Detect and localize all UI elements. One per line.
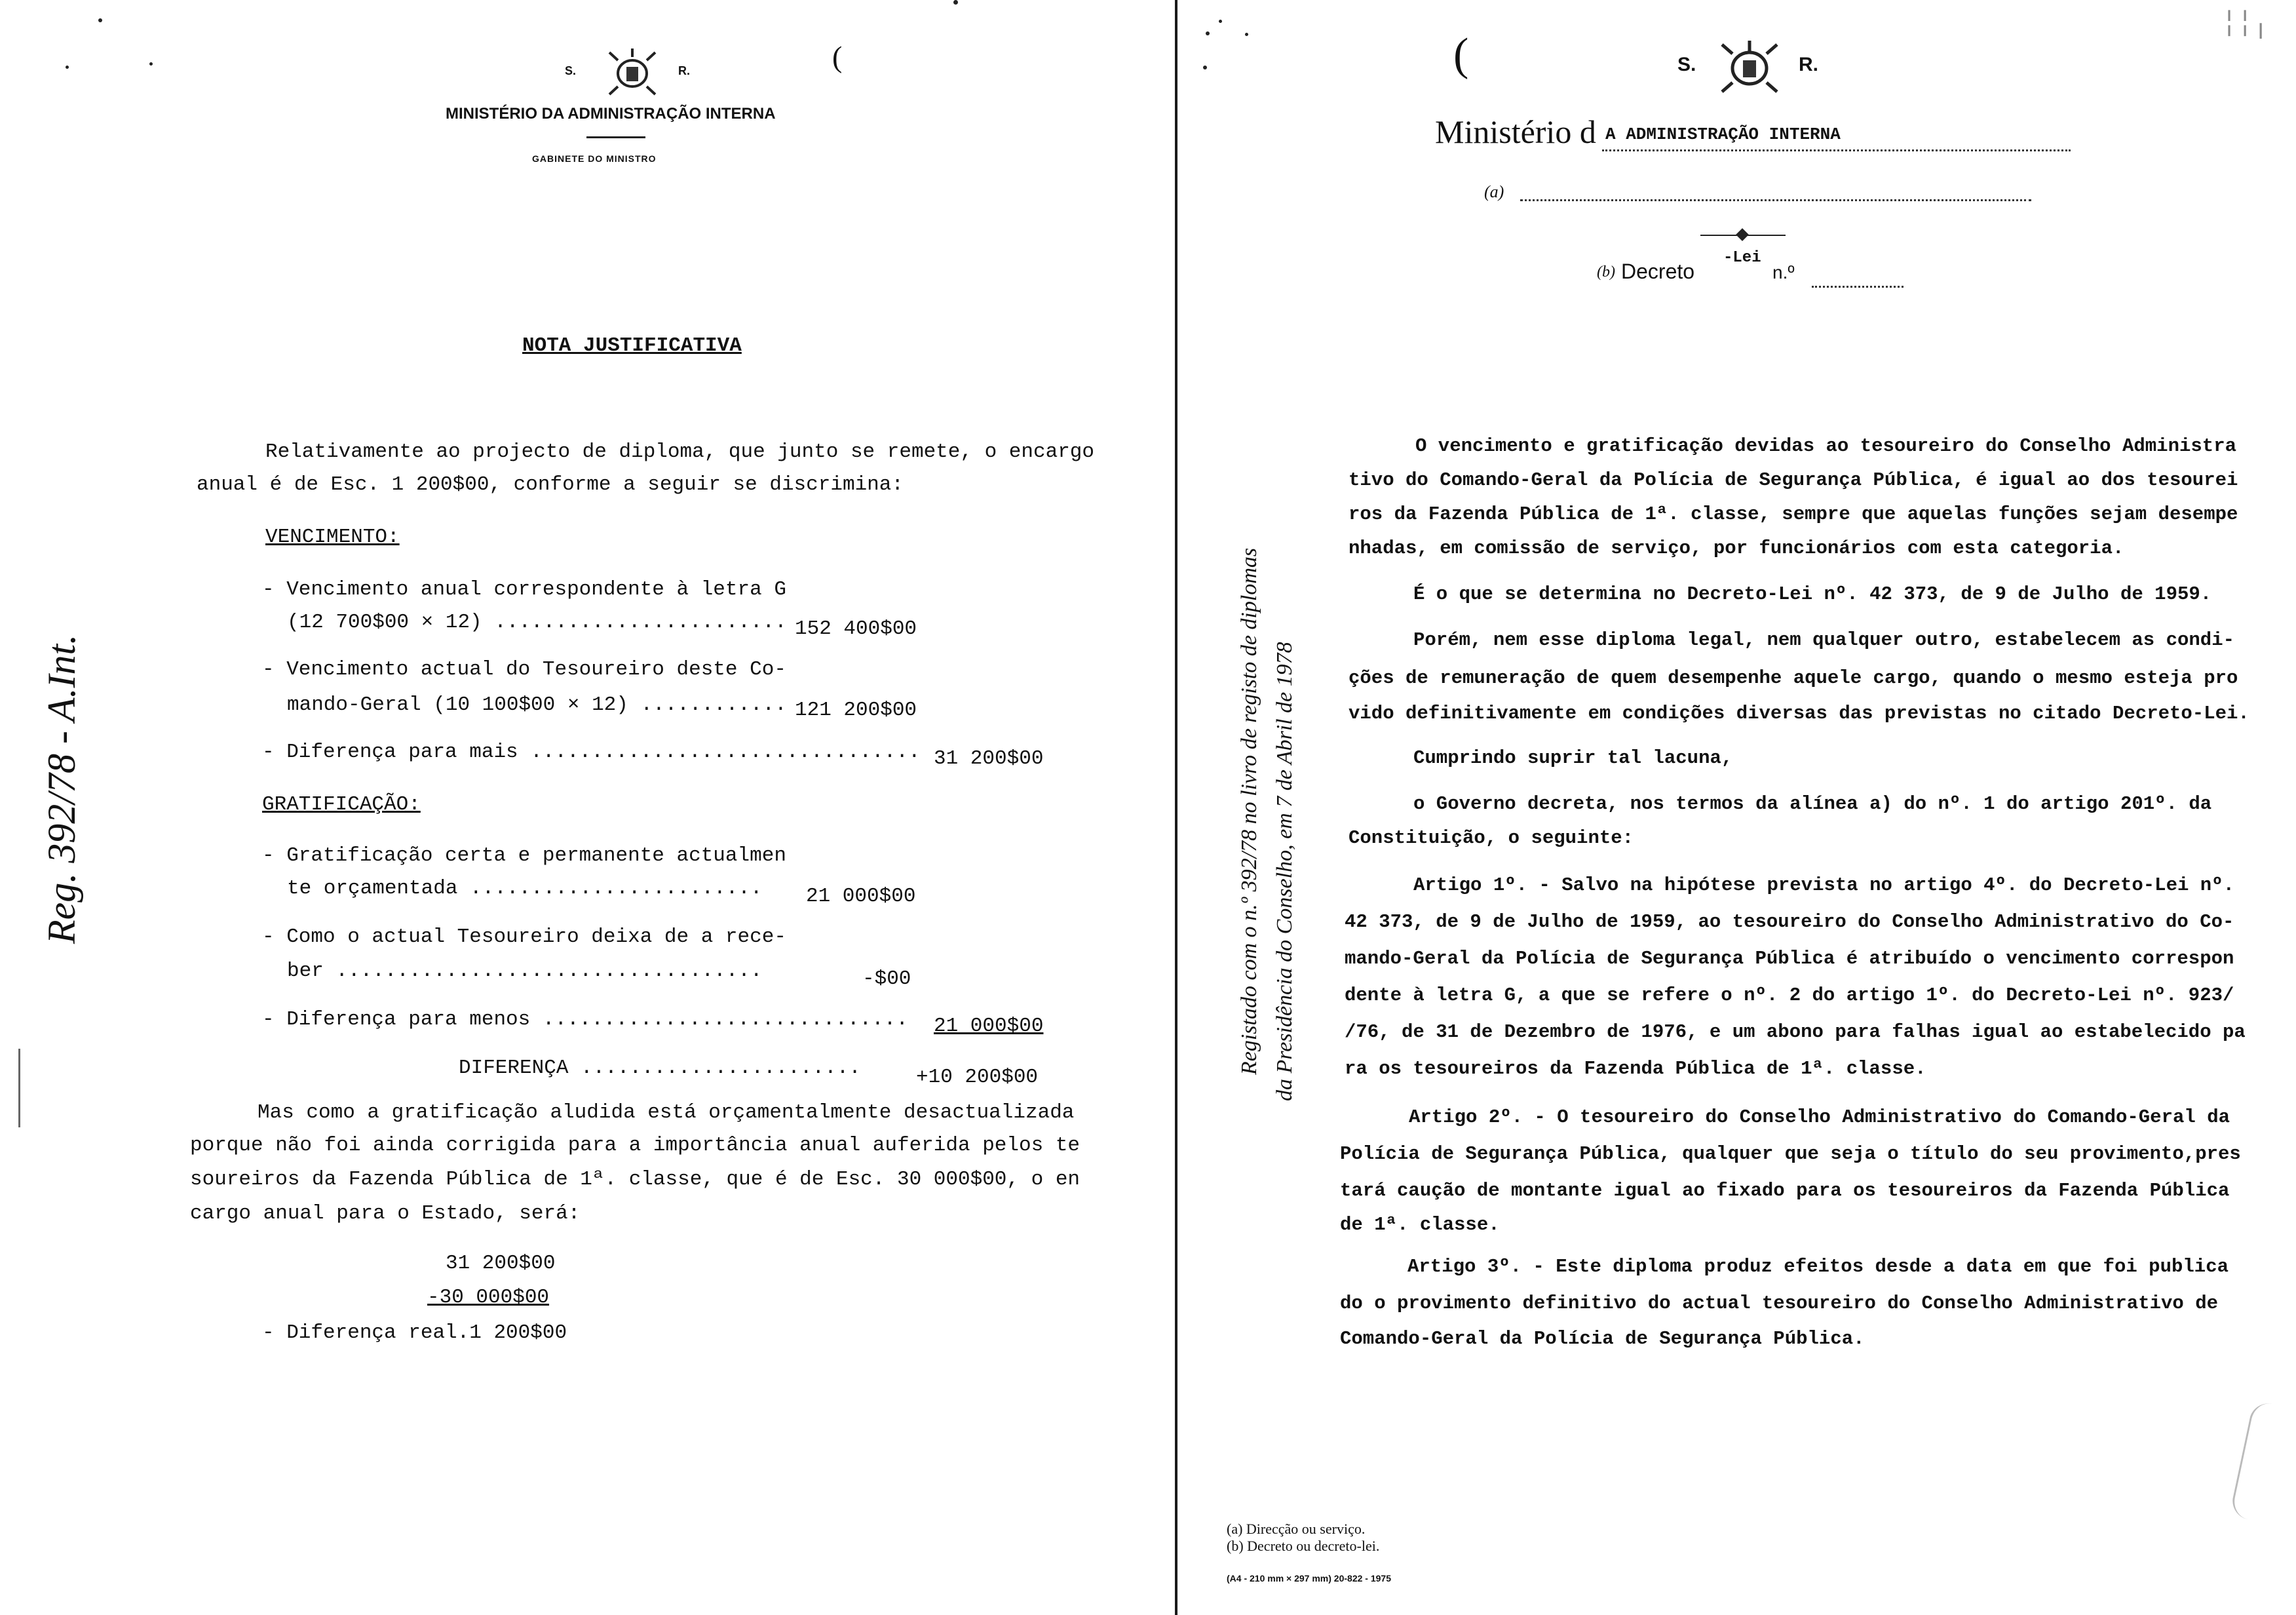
p2-line: É o que se determina no Decreto-Lei nº. 42 373, de 9 de Julho de 1959. (1413, 583, 2212, 605)
footnote-b-label: (b) (1597, 263, 1615, 281)
p1-line-1: O vencimento e gratificação devidas ao tesoureiro do Conselho Administra (1415, 435, 2237, 457)
header-s-right: S. (1677, 54, 1696, 75)
page-title: NOTA JUSTIFICATIVA (522, 334, 742, 357)
registry-stamp-line-1: Registado com o n.º 392/78 no livro de registo de diplomas (1237, 547, 1261, 1075)
para-line-4: cargo anual para o Estado, será: (190, 1202, 581, 1225)
v3-amount: 31 200$00 (934, 747, 1044, 770)
art1-line-4: dente à letra G, a que se refere o nº. 2 do artigo 1º. do Decreto-Lei nº. 923/ (1345, 984, 2234, 1006)
right-page (1179, 0, 2296, 1615)
decreto-label: Decreto (1621, 260, 1695, 283)
handwritten-registry-note: Reg. 392/78 - A.Int. (40, 634, 83, 944)
p1-line-2: tivo do Comando-Geral da Polícia de Segurança Pública, é igual ao dos tesourei (1349, 469, 2238, 491)
art2-line-3: tará caução de montante igual ao fixado para os tesoureiros da Fazenda Pública (1340, 1180, 2230, 1201)
calc-line-2: -30 000$00 (427, 1286, 550, 1309)
g3-line: - Diferença para menos .............................. (262, 1008, 908, 1031)
coat-of-arms-icon-right (1717, 39, 1782, 97)
registry-stamp-line-2: da Presidência do Conselho, em 7 de Abril de 1978 (1272, 642, 1297, 1101)
p1-line-4: nhadas, em comissão de serviço, por funcionários com esta categoria. (1349, 537, 2124, 559)
separator-diamond (1736, 228, 1749, 241)
form-code: (A4 - 210 mm × 297 mm) 20-822 - 1975 (1227, 1573, 1391, 1584)
p3-line-1: Porém, nem esse diploma legal, nem qualquer outro, estabelecem as condi- (1413, 629, 2235, 651)
art3-line-2: do o provimento definitivo do actual tesoureiro do Conselho Administrativo de (1340, 1293, 2219, 1314)
margin-mark (18, 1049, 20, 1127)
gratificacao-heading: GRATIFICAÇÃO: (262, 793, 421, 816)
page-divider (1175, 0, 1177, 1615)
v2-line2: mando-Geral (10 100$00 × 12) ............ (287, 693, 787, 716)
para-line-3: soureiros da Fazenda Pública de 1ª. classe, que é de Esc. 30 000$00, o en (190, 1168, 1081, 1191)
decreto-typed: -Lei (1723, 249, 1761, 267)
header-rule (586, 136, 645, 138)
art1-line-1: Artigo 1º. - Salvo na hipótese prevista no artigo 4º. do Decreto-Lei nº. (1413, 874, 2235, 896)
p3-line-3: vido definitivamente em condições diversas das previstas no citado Decreto-Lei. (1349, 703, 2249, 724)
header-r-right: R. (1799, 54, 1818, 75)
numero-label: n.º (1772, 262, 1795, 282)
v3-line: - Diferença para mais ................................ (262, 741, 921, 764)
g1-amount: 21 000$00 (806, 885, 916, 908)
g1-line1: - Gratificação certa e permanente actualmen (262, 844, 786, 867)
p3-line-2: ções de remuneração de quem desempenhe aquele cargo, quando o mesmo esteja pro (1349, 667, 2238, 689)
footnote-a: (a) Direcção ou serviço. (1227, 1521, 1366, 1537)
para-line-2: porque não foi ainda corrigida para a importância anual auferida pelos te (190, 1134, 1081, 1157)
g2-line2: ber ................................... (287, 960, 763, 983)
bracket-mark-right: ( (1453, 29, 1469, 80)
v1-line1: - Vencimento anual correspondente à letra G (262, 578, 786, 601)
footnote-a-label: (a) (1484, 182, 1504, 201)
p1-line-3: ros da Fazenda Pública de 1ª. classe, sempre que aquelas funções sejam desempe (1349, 503, 2238, 525)
g2-line1: - Como o actual Tesoureiro deixa de a rece- (262, 925, 786, 948)
art1-line-2: 42 373, de 9 de Julho de 1959, ao tesoureiro do Conselho Administrativo do Co- (1345, 911, 2234, 933)
ministry-typed: A ADMINISTRAÇÃO INTERNA (1605, 125, 1841, 144)
ministry-label: Ministério d (1435, 113, 1596, 150)
vencimento-heading: VENCIMENTO: (265, 526, 400, 549)
art3-line-3: Comando-Geral da Polícia de Segurança Pública. (1340, 1328, 1865, 1350)
bracket-mark: ( (832, 40, 843, 73)
art2-line-2: Polícia de Segurança Pública, qualquer que seja o título do seu provimento,pres (1340, 1143, 2241, 1165)
cabinet-heading: GABINETE DO MINISTRO (532, 153, 657, 164)
art1-line-3: mando-Geral da Polícia de Segurança Pública é atribuído o vencimento correspon (1345, 948, 2234, 969)
p5-line-2: Constituição, o seguinte: (1349, 827, 1634, 849)
g2-amount: -$00 (862, 967, 911, 990)
intro-line-2: anual é de Esc. 1 200$00, conforme a seguir se discrimina: (197, 473, 904, 496)
art3-line-1: Artigo 3º. - Este diploma produz efeitos desde a data em que foi publica (1407, 1256, 2229, 1277)
calc-line-1: 31 200$00 (446, 1252, 556, 1275)
art1-line-5: /76, de 31 de Dezembro de 1976, e um abono para falhas igual ao estabelecido pa (1345, 1021, 2246, 1043)
g1-line2: te orçamentada ........................ (287, 877, 763, 900)
v2-amount: 121 200$00 (795, 699, 917, 722)
art1-line-6: ra os tesoureiros da Fazenda Pública de 1ª. classe. (1345, 1058, 1926, 1080)
p5-line-1: o Governo decreta, nos termos da alínea a) do nº. 1 do artigo 201º. da (1413, 793, 2212, 815)
g3-amount: 21 000$00 (934, 1015, 1044, 1038)
ministry-heading: MINISTÉRIO DA ADMINISTRAÇÃO INTERNA (446, 105, 776, 123)
p4-line: Cumprindo suprir tal lacuna, (1413, 747, 1733, 769)
art2-line-1: Artigo 2º. - O tesoureiro do Conselho Administrativo do Comando-Geral da (1409, 1106, 2230, 1128)
calc-line-3: - Diferença real.1 200$00 (262, 1321, 567, 1344)
art2-line-4: de 1ª. classe. (1340, 1214, 1500, 1236)
v1-amount: 152 400$00 (795, 617, 917, 640)
footnote-b: (b) Decreto ou decreto-lei. (1227, 1538, 1380, 1554)
v2-line1: - Vencimento actual do Tesoureiro deste Co- (262, 658, 786, 681)
v1-line2: (12 700$00 × 12) ........................ (287, 611, 787, 634)
para-line-1: Mas como a gratificação aludida está orçamentalmente desactualizada (258, 1101, 1075, 1124)
intro-line-1: Relativamente ao projecto de diploma, que junto se remete, o encargo (265, 440, 1095, 463)
header-s: S. (565, 64, 577, 77)
coat-of-arms-icon (603, 47, 662, 100)
header-r: R. (678, 64, 690, 77)
diferenca-line: DIFERENÇA ....................... (459, 1057, 861, 1080)
corner-mark: ╎╎╷ (2221, 9, 2269, 38)
faint-margin-mark (2229, 1400, 2291, 1523)
diferenca-amount: +10 200$00 (916, 1066, 1039, 1089)
